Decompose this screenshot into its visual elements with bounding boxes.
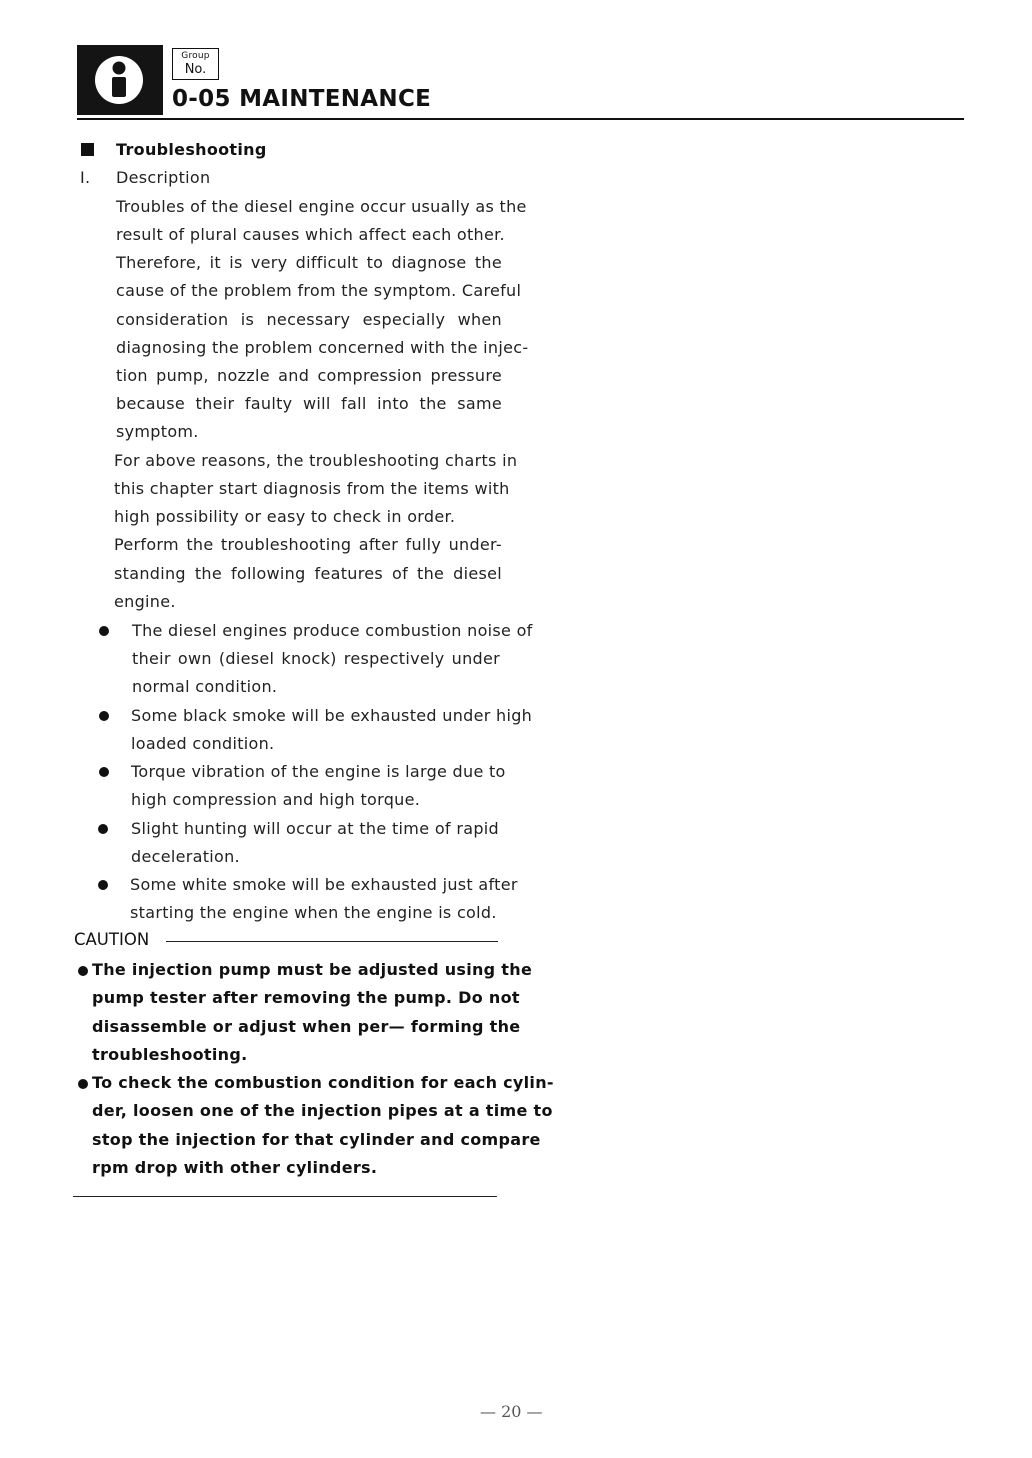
caution-line: der, loosen one of the injection pipes at a time to [92,1101,553,1120]
bullet-line: Torque vibration of the engine is large due to [131,762,506,781]
caution-line: stop the injection for that cylinder and compare [92,1130,541,1149]
group-label: Group [181,51,210,61]
caution-line: rpm drop with other cylinders. [92,1158,378,1177]
header-divider [77,118,964,120]
paragraph-line: Troubles of the diesel engine occur usually as the [116,197,527,216]
paragraph-line: cause of the problem from the symptom. Careful [116,281,522,300]
bullet-line: Some white smoke will be exhausted just after [130,875,518,894]
caution-divider [166,941,498,942]
item-number: I. [80,168,91,187]
caution-label: CAUTION [74,930,150,949]
bullet-line: their own (diesel knock) respectively under [132,649,500,668]
group-number-box [172,48,219,80]
bullet-icon [78,966,88,976]
paragraph-line: Perform the troubleshooting after fully under- [114,535,502,554]
caution-end-divider [73,1196,497,1197]
bullet-icon [99,626,109,636]
paragraph-line: symptom. [116,422,199,441]
paragraph-line: high possibility or easy to check in order. [114,507,456,526]
bullet-line: Slight hunting will occur at the time of rapid [131,819,499,838]
bullet-line: deceleration. [131,847,240,866]
page-title: 0-05 MAINTENANCE [172,86,432,112]
paragraph-line: result of plural causes which affect each other. [116,225,505,244]
bullet-line: The diesel engines produce combustion noise of [132,621,533,640]
bullet-icon [78,1079,88,1089]
section-heading: Troubleshooting [116,140,267,159]
paragraph-line: engine. [114,592,176,611]
bullet-line: loaded condition. [131,734,275,753]
bullet-icon [99,711,109,721]
page-number: — 20 — [480,1402,543,1421]
paragraph-line: tion pump, nozzle and compression pressure [116,366,502,385]
paragraph-line: because their faulty will fall into the same [116,394,502,413]
bullet-line: Some black smoke will be exhausted under high [131,706,533,725]
bullet-line: starting the engine when the engine is cold. [130,903,497,922]
paragraph-line: Therefore, it is very difficult to diagnose the [116,253,502,272]
bullet-line: normal condition. [132,677,278,696]
caution-line: To check the combustion condition for each cylin- [92,1073,554,1092]
bullet-icon [98,824,108,834]
caution-line: troubleshooting. [92,1045,248,1064]
paragraph-line: consideration is necessary especially when [116,310,502,329]
item-title: Description [116,168,211,187]
paragraph-line: this chapter start diagnosis from the items with [114,479,510,498]
info-icon [77,45,163,115]
caution-line: The injection pump must be adjusted using the [92,960,533,979]
bullet-icon [98,880,108,890]
paragraph-line: For above reasons, the troubleshooting charts in [114,451,518,470]
caution-line: pump tester after removing the pump. Do not [92,988,520,1007]
paragraph-line: diagnosing the problem concerned with the injec- [116,338,529,357]
paragraph-line: standing the following features of the diesel [114,564,502,583]
bullet-line: high compression and high torque. [131,790,421,809]
caution-line: disassemble or adjust when per— forming the [92,1017,521,1036]
bullet-icon [99,767,109,777]
no-label: No. [184,62,207,77]
section-square-icon [81,143,94,156]
